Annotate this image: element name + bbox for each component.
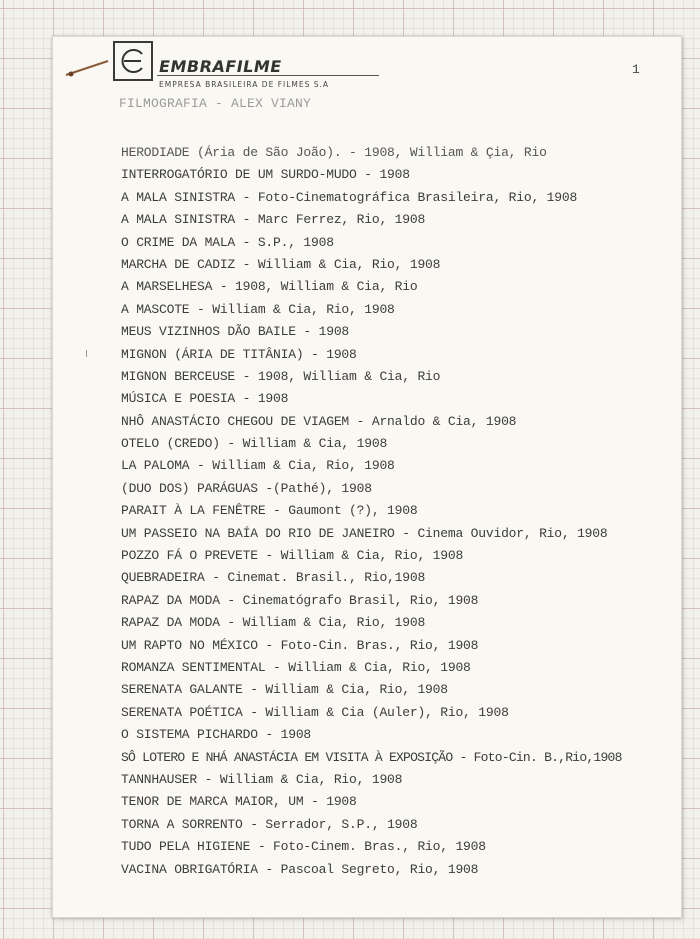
page-number: 1 bbox=[632, 62, 640, 77]
filmography-entry: MEUS VIZINHOS DÃO BAILE - 1908 bbox=[121, 324, 350, 340]
filmography-entry: HERODIADE (Ária de São João). - 1908, William & Çia, Rio bbox=[121, 145, 547, 160]
brand-name: EMBRAFILME bbox=[157, 57, 284, 76]
filmography-entry: SÔ LOTERO E NHÁ ANASTÁCIA EM VISITA À EXPOSIÇÃO - Foto-Cin. B.,Rio,1908 bbox=[121, 749, 622, 765]
embrafilme-e-logo-icon bbox=[118, 46, 148, 76]
filmography-entry: MÚSICA E POESIA - 1908 bbox=[121, 391, 289, 407]
filmography-entry: QUEBRADEIRA - Cinemat. Brasil., Rio,1908 bbox=[121, 570, 426, 586]
brand-subtitle: EMPRESA BRASILEIRA DE FILMES S.A bbox=[159, 80, 330, 89]
paperclip-icon bbox=[64, 57, 112, 81]
filmography-entry: (DUO DOS) PARÁGUAS -(Pathé), 1908 bbox=[121, 480, 372, 496]
filmography-entry: NHÔ ANASTÁCIO CHEGOU DE VIAGEM - Arnaldo & Cia, 1908 bbox=[121, 413, 517, 429]
filmography-entry: SERENATA POÉTICA - William & Cia (Auler), Rio, 1908 bbox=[121, 704, 509, 720]
filmography-entry: RAPAZ DA MODA - Cinematógrafo Brasil, Rio, 1908 bbox=[121, 592, 479, 608]
filmography-entry: POZZO FÁ O PREVETE - William & Cia, Rio, 1908 bbox=[121, 548, 464, 564]
filmography-list bbox=[121, 142, 622, 881]
filmography-entry: MARCHA DE CADIZ - William & Cia, Rio, 1908 bbox=[121, 256, 441, 272]
margin-mark bbox=[86, 350, 87, 357]
filmography-entry: TANNHAUSER - William & Cia, Rio, 1908 bbox=[121, 771, 403, 787]
filmography-entry: ROMANZA SENTIMENTAL - William & Cia, Rio, 1908 bbox=[121, 659, 471, 675]
filmography-entry: O CRIME DA MALA - S.P., 1908 bbox=[121, 234, 334, 250]
embrafilme-logo bbox=[113, 41, 153, 81]
filmography-entry: RAPAZ DA MODA - William & Cia, Rio, 1908 bbox=[121, 615, 426, 631]
filmography-entry: UM RAPTO NO MÉXICO - Foto-Cin. Bras., Rio, 1908 bbox=[121, 637, 479, 653]
filmography-entry: LA PALOMA - William & Cia, Rio, 1908 bbox=[121, 458, 395, 474]
filmography-entry: MIGNON BERCEUSE - 1908, William & Cia, Rio bbox=[121, 368, 441, 384]
brand-underline bbox=[157, 75, 379, 76]
filmography-entry: A MASCOTE - William & Cia, Rio, 1908 bbox=[121, 301, 395, 317]
filmography-entry: TORNA A SORRENTO - Serrador, S.P., 1908 bbox=[121, 816, 418, 832]
filmography-entry: TENOR DE MARCA MAIOR, UM - 1908 bbox=[121, 794, 357, 810]
filmography-entry: A MARSELHESA - 1908, William & Cia, Rio bbox=[121, 279, 418, 295]
filmography-entry: A MALA SINISTRA - Foto-Cinematográfica Brasileira, Rio, 1908 bbox=[121, 189, 578, 205]
filmography-entry: PARAIT À LA FENÊTRE - Gaumont (?), 1908 bbox=[121, 503, 418, 519]
filmography-entry: A MALA SINISTRA - Marc Ferrez, Rio, 1908 bbox=[121, 212, 426, 228]
filmography-entry: TUDO PELA HIGIENE - Foto-Cinem. Bras., Rio, 1908 bbox=[121, 839, 486, 855]
filmography-entry: O SISTEMA PICHARDO - 1908 bbox=[121, 727, 312, 743]
filmography-entry: SERENATA GALANTE - William & Cia, Rio, 1908 bbox=[121, 682, 448, 698]
filmography-entry: OTELO (CREDO) - William & Cia, 1908 bbox=[121, 436, 388, 452]
filmography-entry: VACINA OBRIGATÓRIA - Pascoal Segreto, Rio, 1908 bbox=[121, 861, 479, 877]
filmography-entry: MIGNON (ÁRIA DE TITÂNIA) - 1908 bbox=[121, 346, 357, 362]
filmography-entry: INTERROGATÓRIO DE UM SURDO-MUDO - 1908 bbox=[121, 167, 410, 183]
filmography-entry: UM PASSEIO NA BAÍA DO RIO DE JANEIRO - Cinema Ouvidor, Rio, 1908 bbox=[121, 525, 608, 541]
document-title: FILMOGRAFIA - ALEX VIANY bbox=[119, 96, 312, 111]
